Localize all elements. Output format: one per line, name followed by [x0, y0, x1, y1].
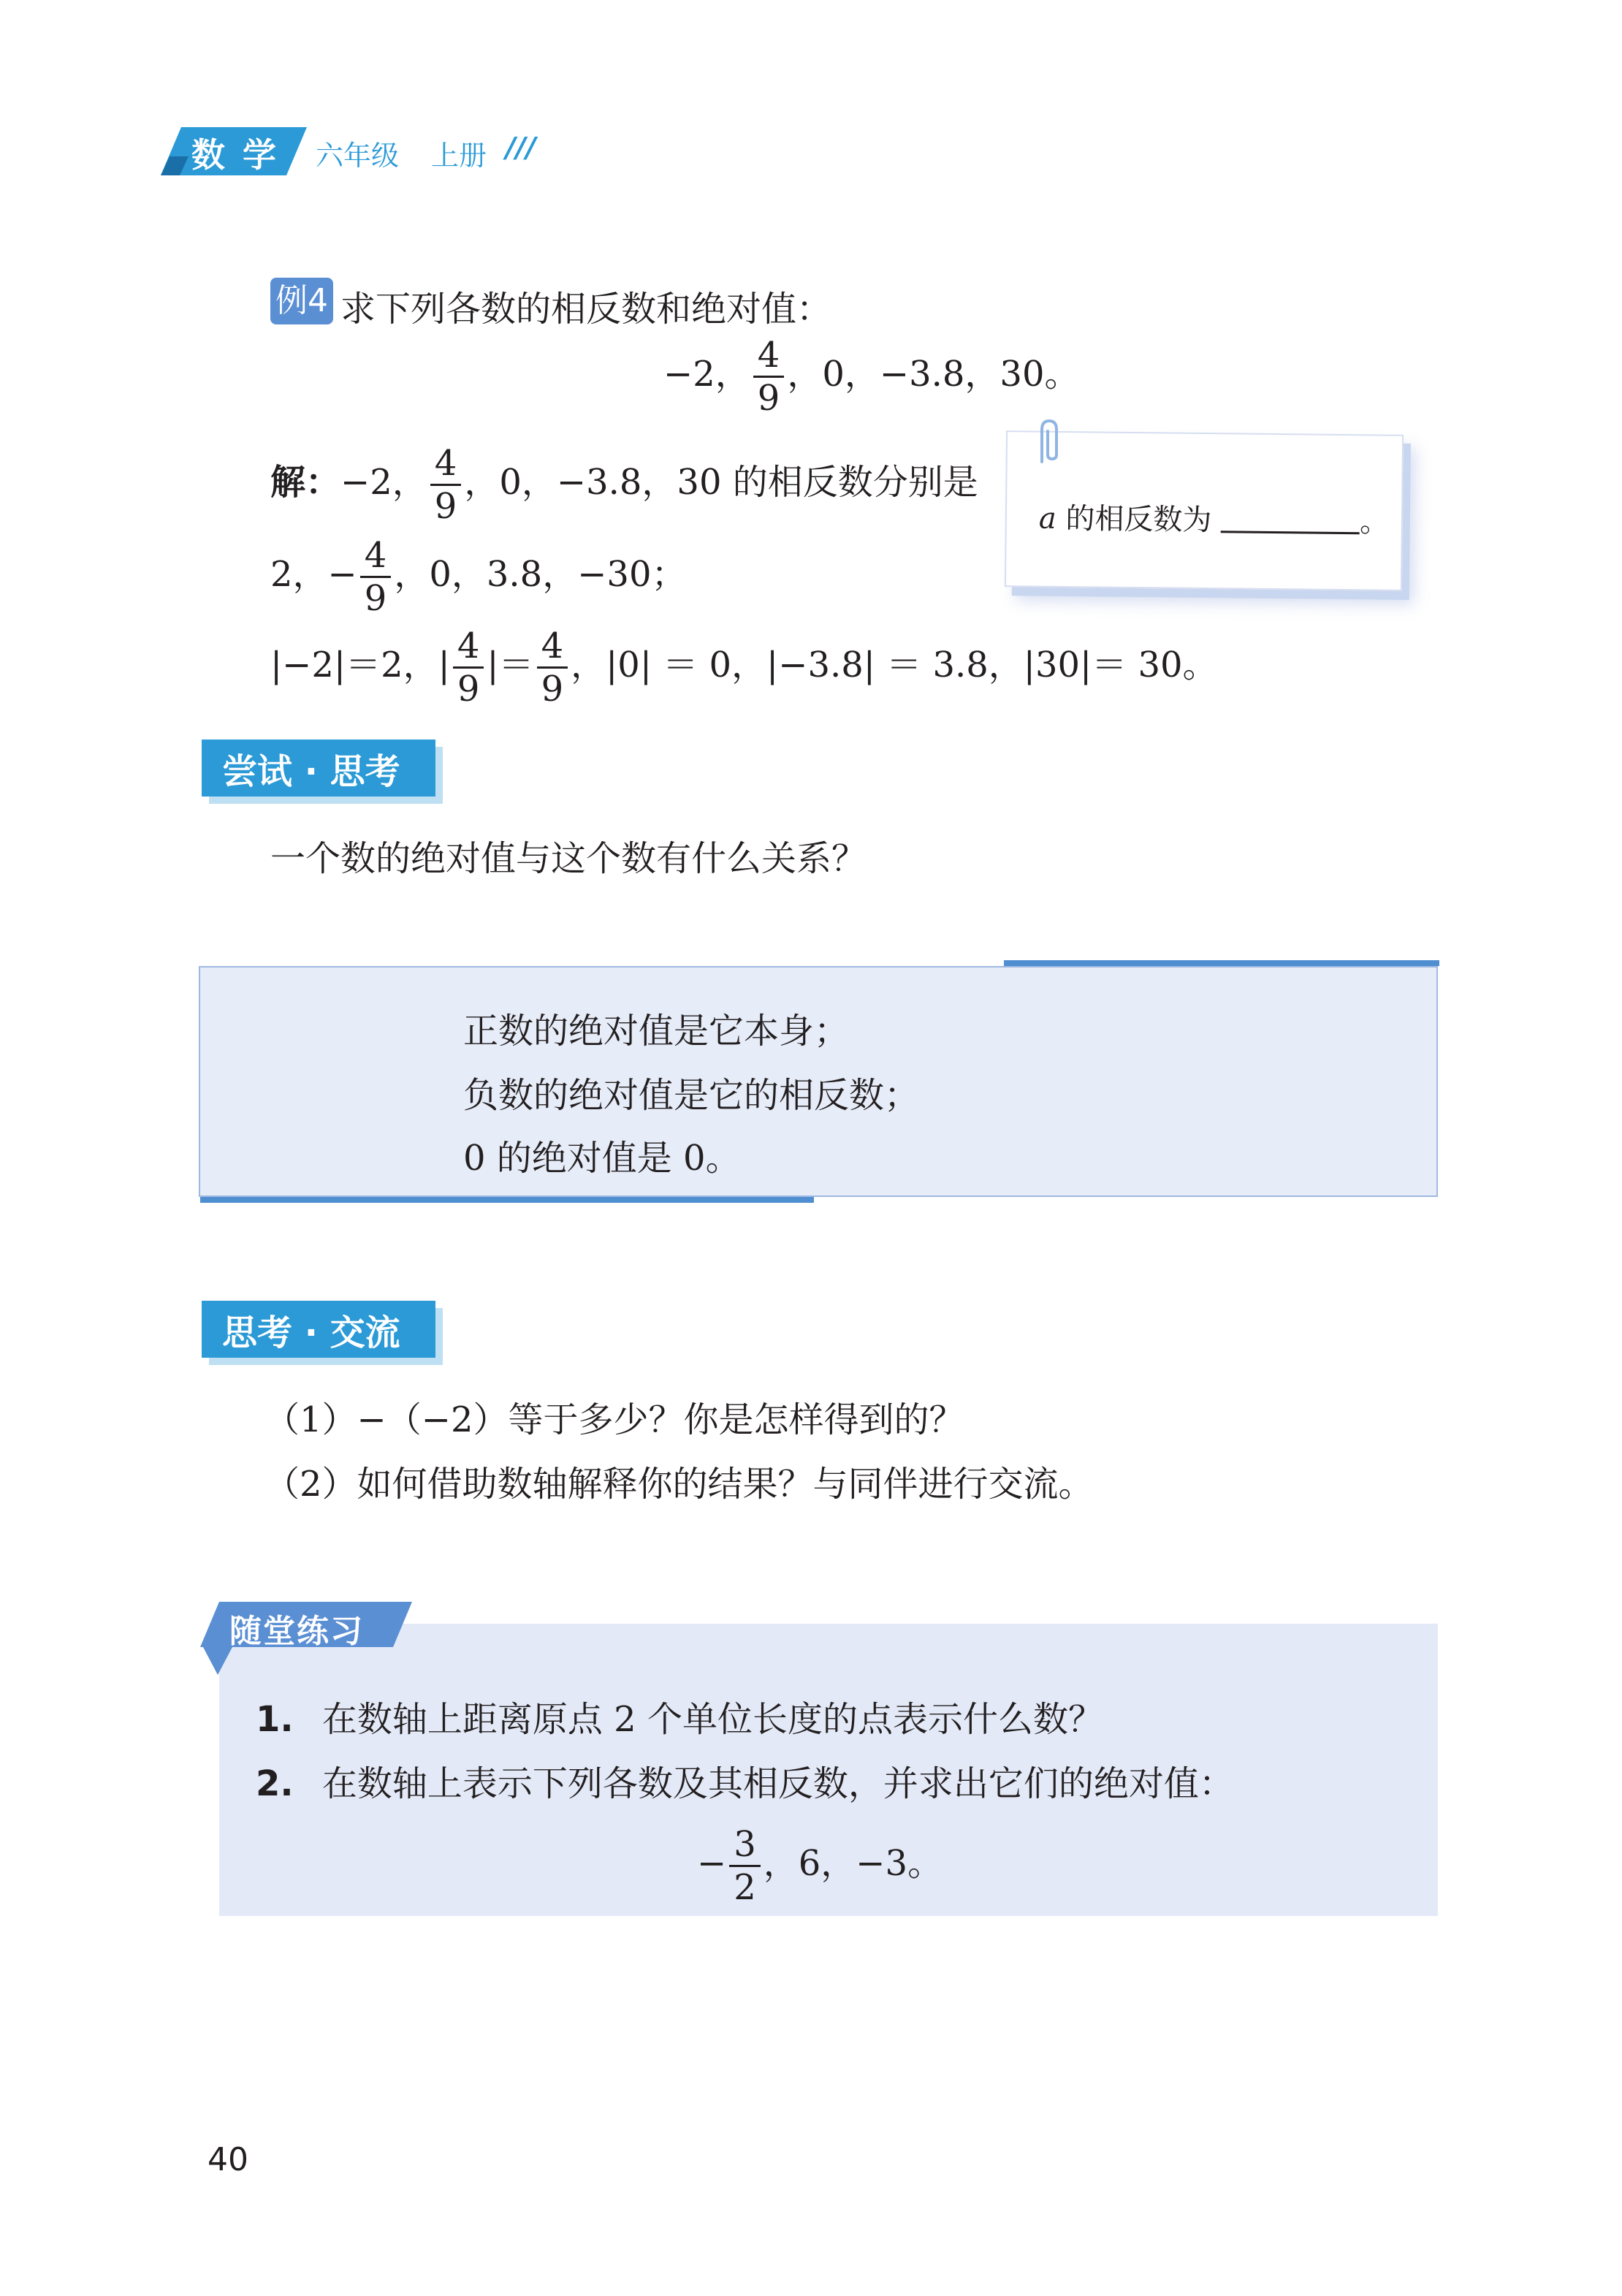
- practice-item2-num: 2.: [256, 1763, 294, 1804]
- summary-box: [199, 966, 1438, 1197]
- example-fraction-den: 9: [757, 378, 780, 419]
- solution-line2-fraction-den: 9: [364, 578, 387, 619]
- solution-label: 解：: [270, 462, 341, 503]
- example-prompt: 求下列各数的相反数和绝对值：: [340, 289, 832, 330]
- header: [0, 117, 731, 190]
- practice-fraction-den: 2: [734, 1867, 756, 1908]
- solution-line1-fraction: [430, 443, 462, 527]
- header-subject: 数 学: [191, 135, 280, 175]
- try-think-tag: 尝试 · 思考: [202, 740, 435, 797]
- solution-line3-fraction1-num: 4: [453, 628, 484, 669]
- note-text: [1039, 495, 1390, 541]
- summary-top-rule: [1004, 960, 1439, 966]
- solution-line3-fraction1: [453, 626, 484, 710]
- summary-line2: 负数的绝对值是它的相反数；: [463, 1075, 920, 1116]
- practice-numbers-a: −: [697, 1843, 727, 1884]
- practice-item2-text: 在数轴上表示下列各数及其相反数，并求出它们的绝对值：: [321, 1763, 1234, 1804]
- solution-line3-fraction2-num: 4: [537, 628, 568, 669]
- example-label: 例4: [270, 278, 333, 324]
- solution-line3-b: |＝: [487, 645, 534, 685]
- practice-numbers-b: ，6，−3。: [763, 1843, 943, 1884]
- solution-line1-fraction-num: 4: [430, 446, 462, 486]
- practice-numbers: [697, 1824, 943, 1908]
- header-slashes: ///: [506, 132, 536, 164]
- solution-line3-a: |−2|＝2，|: [270, 645, 450, 685]
- summary-line3: 0 的绝对值是 0。: [463, 1138, 741, 1179]
- example-fraction-num: 4: [753, 338, 785, 378]
- think-exchange-q1: （1）−（−2）等于多少？你是怎样得到的？: [264, 1399, 964, 1440]
- solution-line1: [270, 443, 978, 527]
- solution-line1-fraction-den: 9: [434, 486, 457, 527]
- note-end: 。: [1359, 505, 1390, 539]
- practice-item1: [256, 1691, 1103, 1741]
- example-fraction: [753, 335, 785, 419]
- solution-line1-a: −2，: [340, 462, 427, 503]
- example-numbers: [663, 335, 1080, 419]
- example-numbers-a: −2，: [663, 354, 750, 395]
- header-grade: 六年级: [316, 140, 400, 172]
- solution-line3-c: ，|0| ＝ 0，|−3.8| ＝ 3.8，|30|＝ 30。: [571, 645, 1218, 685]
- solution-line2-a: 2，−: [270, 554, 357, 595]
- page-number: 40: [207, 2141, 248, 2178]
- solution-line2-b: ，0，3.8，−30；: [394, 554, 687, 595]
- header-volume: 上册: [431, 140, 487, 172]
- solution-line3: [270, 626, 1218, 710]
- practice-fraction-num: 3: [729, 1827, 761, 1867]
- summary-bottom-rule: [200, 1197, 814, 1203]
- solution-line2: [270, 535, 687, 619]
- solution-line2-fraction-num: 4: [360, 538, 392, 578]
- example-numbers-b: ，0，−3.8，30。: [787, 354, 1080, 395]
- summary-line1: 正数的绝对值是它本身；: [463, 1011, 850, 1052]
- paperclip-icon: [1032, 417, 1068, 468]
- solution-line1-b: ，0，−3.8，30 的相反数分别是: [464, 462, 978, 503]
- practice-item1-text: 在数轴上距离原点 2 个单位长度的点表示什么数？: [321, 1699, 1103, 1740]
- practice-fraction: [729, 1824, 761, 1908]
- practice-item2: [256, 1755, 1234, 1806]
- note-var: a: [1038, 501, 1056, 536]
- think-exchange-q2: （2）如何借助数轴解释你的结果？与同伴进行交流。: [264, 1464, 1094, 1505]
- note-label: 的相反数为: [1065, 502, 1212, 538]
- solution-line3-fraction2-den: 9: [541, 669, 564, 710]
- solution-line2-fraction: [360, 535, 392, 619]
- solution-line3-fraction1-den: 9: [457, 669, 480, 710]
- think-exchange-tag: 思考 · 交流: [202, 1301, 435, 1358]
- practice-tag: 随堂练习: [229, 1613, 364, 1650]
- try-think-question: 一个数的绝对值与这个数有什么关系？: [270, 838, 867, 879]
- practice-item1-num: 1.: [256, 1699, 294, 1740]
- note-blank: [1221, 531, 1360, 534]
- solution-line3-fraction2: [537, 626, 568, 710]
